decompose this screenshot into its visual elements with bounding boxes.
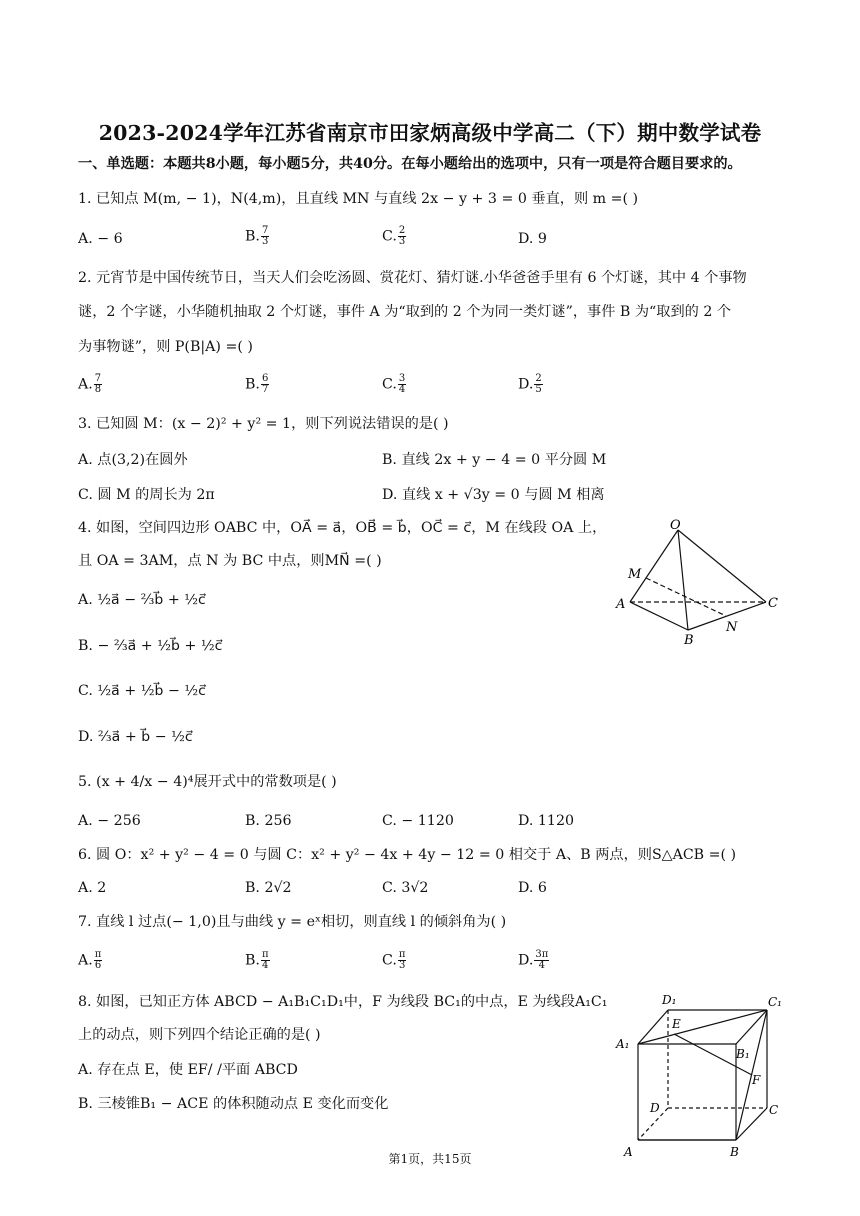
q8-option-b: B. 三棱锥B₁ − ACE 的体积随动点 E 变化而变化 — [78, 1096, 389, 1112]
q6-option-b: B. 2√2 — [245, 880, 292, 896]
fig4-label-a: A — [616, 597, 626, 612]
fig4-label-m: M — [628, 567, 642, 582]
q5-option-a: A. − 256 — [78, 813, 141, 829]
q5-option-d: D. 1120 — [518, 813, 574, 829]
q7-option-c: C. $\frac{\pi}{3}$ — [382, 949, 406, 971]
q1-option-b: B. $\frac{7}{3}$ — [245, 225, 269, 247]
fig8-label-d: D — [650, 1101, 660, 1115]
q3-option-c: C. 圆 M 的周长为 2π — [78, 487, 215, 503]
q1-option-c: C. $\frac{2}{3}$ — [382, 225, 406, 247]
fig4-label-o: O — [670, 518, 681, 533]
fig8-label-f: F — [752, 1073, 761, 1087]
fig8-label-b1: B₁ — [736, 1047, 750, 1061]
fig8-label-d1: D₁ — [662, 993, 677, 1007]
question-4-line-2: 且 OA = 3AM，点 N 为 BC 中点，则MN⃗ =( ) — [78, 553, 382, 569]
question-7-stem: 7. 直线 l 过点(− 1,0)且与曲线 y = eˣ相切，则直线 l 的倾斜角为( ) — [78, 914, 507, 930]
q3-option-a: A. 点(3,2)在圆外 — [78, 452, 188, 468]
q2-option-c: C. $\frac{3}{4}$ — [382, 373, 406, 395]
question-8-line-2: 上的动点，则下列四个结论正确的是( ) — [78, 1027, 321, 1043]
q6-option-d: D. 6 — [518, 880, 547, 896]
question-8-line-1: 8. 如图，已知正方体 ABCD − A₁B₁C₁D₁中，F 为线段 BC₁的中点，E 为线段A₁C₁ — [78, 994, 608, 1010]
question-3-stem: 3. 已知圆 M：(x − 2)² + y² = 1，则下列说法错误的是( ) — [78, 416, 449, 432]
question-4-line-1: 4. 如图，空间四边形 OABC 中，OA⃗ = a⃗，OB⃗ = b⃗，OC⃗ = c⃗，M 在线段 OA 上， — [78, 520, 607, 536]
fig8-label-a1: A₁ — [616, 1037, 630, 1051]
q4-option-c: C. ½a⃗ + ½b⃗ − ½c⃗ — [78, 683, 206, 699]
page-title: 2023-2024学年江苏省南京市田家炳高级中学高二（下）期中数学试卷 — [98, 121, 762, 145]
tetrahedron-figure — [608, 518, 788, 648]
page-footer: 第1页，共15页 — [388, 1152, 472, 1166]
fig8-label-e: E — [672, 1017, 681, 1031]
question-2-line-3: 为事物谜”，则 P(B|A) =( ) — [78, 339, 253, 355]
fig8-label-c: C — [769, 1103, 779, 1117]
q2-option-d: D. $\frac{2}{5}$ — [518, 373, 542, 395]
q2-option-a: A. $\frac{7}{8}$ — [78, 373, 102, 395]
q2-option-b: B. $\frac{6}{7}$ — [245, 373, 269, 395]
fig8-label-b: B — [730, 1145, 739, 1159]
q5-option-b: B. 256 — [245, 813, 292, 829]
q4-option-a: A. ½a⃗ − ⅔b⃗ + ½c⃗ — [78, 592, 206, 608]
q3-option-b: B. 直线 2x + y − 4 = 0 平分圆 M — [382, 452, 607, 468]
question-5-stem: 5. (x + 4/x − 4)⁴展开式中的常数项是( ) — [78, 774, 337, 790]
q7-option-d: D. $\frac{3\pi}{4}$ — [518, 949, 549, 971]
section-heading: 一、单选题：本题共8小题，每小题5分，共40分。在每小题给出的选项中，只有一项是符合题目要求的。 — [78, 156, 742, 172]
fig4-label-c: C — [768, 596, 778, 611]
question-2-line-2: 谜，2 个字谜，小华随机抽取 2 个灯谜，事件 A 为“取到的 2 个为同一类灯谜”，事件 B 为“取到的 2 个 — [78, 304, 732, 320]
q6-option-a: A. 2 — [78, 880, 107, 896]
q1-option-d: D. 9 — [518, 231, 547, 247]
question-1-stem: 1. 已知点 M(m, − 1)，N(4,m)，且直线 MN 与直线 2x − y + 3 = 0 垂直，则 m =( ) — [78, 191, 639, 207]
fig4-label-n: N — [726, 620, 738, 635]
question-2-line-1: 2. 元宵节是中国传统节日，当天人们会吃汤圆、赏花灯、猜灯谜.小华爸爸手里有 6 个灯谜，其中 4 个事物 — [78, 270, 747, 286]
q4-option-d: D. ⅔a⃗ + b⃗ − ½c⃗ — [78, 729, 193, 745]
q5-option-c: C. − 1120 — [382, 813, 454, 829]
q6-option-c: C. 3√2 — [382, 880, 429, 896]
fig8-label-c1: C₁ — [768, 995, 782, 1009]
cube-figure — [612, 990, 792, 1162]
question-6-stem: 6. 圆 O：x² + y² − 4 = 0 与圆 C：x² + y² − 4x + 4y − 12 = 0 相交于 A、B 两点，则S△ACB =( ) — [78, 847, 737, 863]
q8-option-a: A. 存在点 E，使 EF/ /平面 ABCD — [78, 1062, 298, 1078]
q3-option-d: D. 直线 x + √3y = 0 与圆 M 相离 — [382, 487, 605, 503]
q4-option-b: B. − ⅔a⃗ + ½b⃗ + ½c⃗ — [78, 638, 223, 654]
q7-option-a: A. $\frac{\pi}{6}$ — [78, 949, 102, 971]
fig4-label-b: B — [684, 633, 694, 648]
q1-option-a: A. − 6 — [78, 231, 123, 247]
q7-option-b: B. $\frac{\pi}{4}$ — [245, 949, 269, 971]
fig8-label-a: A — [624, 1145, 633, 1159]
